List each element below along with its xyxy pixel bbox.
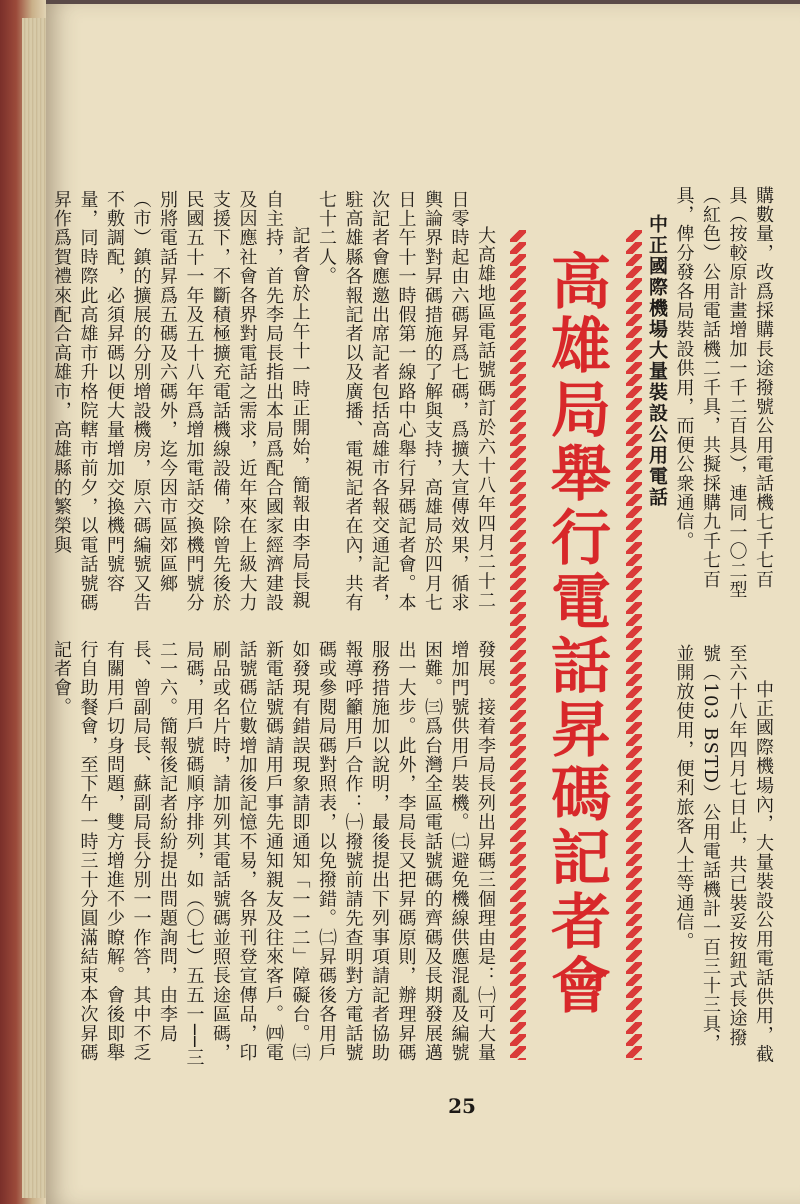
title-border-right	[626, 230, 642, 1060]
airport-section	[646, 644, 776, 1064]
article-body-bottom	[51, 640, 498, 1072]
article-paragraph: 記者會於上午十一時正開始，簡報由李局長親自主持，首先李局長指出本局爲配合國家經濟建設及因應社會各界對電話之需求，近年來在上級大力支援下，不斷積極擴充電話機線設備，除曾先後於民國五十一年及五十八年爲增加電話交換機門號分別將電話昇爲五碼及六碼外，迄今因市區郊區鄉（市）鎮的擴展的分別增設機房，原六碼編號又告不敷調配，必須昇碼以便大量增加交換機門號容量，同時際此高雄市升格院轄市前夕，以電話號碼昇作爲賀禮來配合高雄市，高雄縣的繁榮與	[51, 190, 311, 613]
previous-article-paragraph: 購數量，改爲採購長途撥號公用電話機七千七百具（按較原計畫增加一千二百具），連同一〇二型（紅色）公用電話機二千具，共擬採購九千七百具，俾分發各局裝設供用，而便公衆通信。	[673, 186, 774, 600]
page-number: 25	[448, 1094, 476, 1118]
article-body-top	[51, 190, 498, 624]
title-border-left	[510, 230, 526, 1060]
airport-paragraph: 中正國際機場內，大量裝設公用電話供用，截至六十八年四月七日止，共已裝妥按鈕式長途撥號（103 BSTD）公用電話機計一百三十三具，並開放使用，便利旅客人士等通信。	[673, 644, 774, 1064]
section-subheading: 中正國際機場大量裝設公用電話	[646, 214, 668, 508]
article-paragraph: 發展。接着李局長列出昇碼三個理由是：㈠可大量增加門號供用戶裝機。㈡避免機線供應混亂及編號困難。㈢爲台灣全區電話號碼的齊碼及長期發展邁出一大步。此外，李局長又把昇碼原則，辦理昇碼服務措施加以說明，最後提出下列事項請記者協助報導呼籲用戶合作：㈠撥號前請先查明對方電話號碼或參閱局碼對照表，以免撥錯。㈡昇碼後各用戶如發現有錯誤現象請即通知「一一二」障礙台。㈢新電話號碼請用戶事先通知親友及往來客戶。㈣電話號碼位數增加後記憶不易，各界刊登宣傳品，印刷品或名片時，請加列其電話號碼並照長途區碼，局碼，用戶號碼順序排列，如（〇七）五五一──三二一六。簡報後記者紛紛提出問題詢問，由李局長、曾副局長、蘇副局長分別一一作答，其中不乏有關用戶切身問題，雙方增進不少瞭解。會後即舉行自助餐會，至下午一時三十分圓滿結束本次昇碼記者會。	[51, 640, 496, 1068]
book-page	[46, 4, 800, 1204]
article-paragraph: 大高雄地區電話號碼訂於六十八年四月二十二日零時起由六碼昇爲七碼，爲擴大宣傳效果，循求輿論界對昇碼措施的了解與支持，高雄局於四月七日上午十一時假第一線路中心舉行昇碼記者會。本次記者會應邀出席記者包括高雄市各報交通記者，駐高雄縣各報記者以及廣播、電視記者在內，共有七十二人。	[316, 190, 496, 613]
page-edges	[22, 18, 48, 1198]
article-title-block	[510, 230, 642, 1060]
article-title: 高雄局舉行電話昇碼記者會	[541, 250, 611, 1018]
